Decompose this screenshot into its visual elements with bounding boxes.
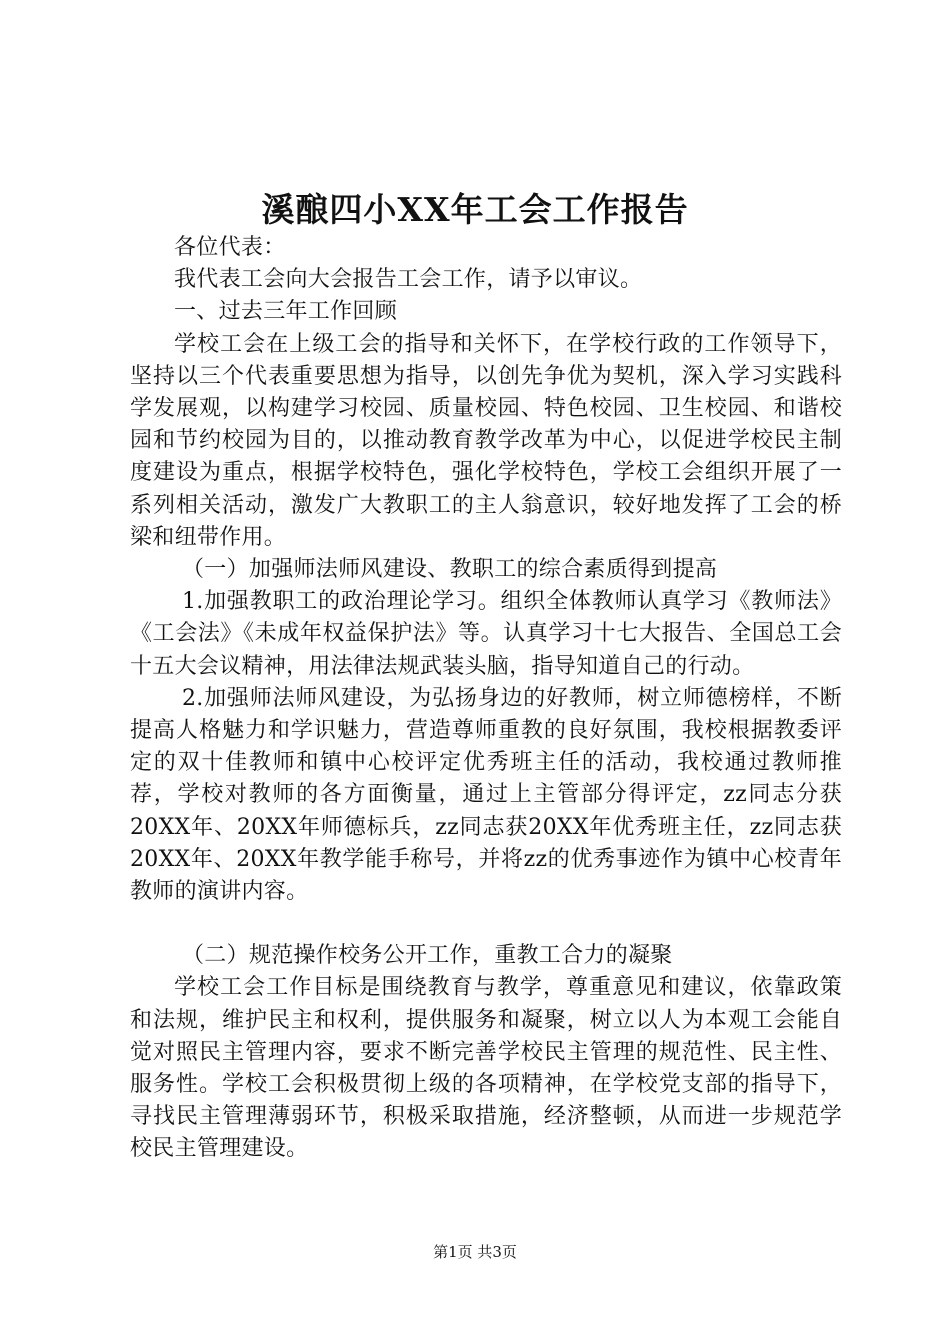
subsection-heading: （一）加强师法师风建设、教职工的综合素质得到提高 (182, 557, 718, 583)
document-title: 溪酿四小XX年工会工作报告 (261, 190, 689, 229)
body-paragraph: 学校工会在上级工会的指导和关怀下，在学校行政的工作领导下，坚持以三个代表重要思想为指导，以创先争优为契机，深入学习实践科学发展观，以构建学习校园、质量校园、特色校园、卫生校园、和谐校园和节约校园为目的，以推动教育教学改革为中心，以促进学校民主制度建设为重点，根据学校特色，强化学校特色，学校工会组织开展了一系列相关活动，激发广大教职工的主人翁意识，较好地发挥了工会的桥梁和纽带作用。 (130, 331, 842, 550)
opening-paragraph: 我代表工会向大会报告工会工作，请予以审议。 (174, 267, 643, 293)
page-number-footer: 第1页 共3页 (433, 1243, 517, 1261)
salutation: 各位代表： (174, 235, 286, 260)
numbered-paragraph: 2.加强师法师风建设，为弘扬身边的好教师，树立师德榜样，不断提高人格魅力和学识魅力，营造尊师重教的良好氛围，我校根据教委评定的双十佳教师和镇中心校评定优秀班主任的活动，我校通过教师推荐，学校对教师的各方面衡量，通过上主管部分得评定，zz同志分获20XX年、20XX年师德标兵，zz同志获20XX年优秀班主任，zz同志获20XX年、20XX年教学能手称号，并将zz的优秀事迹作为镇中心校青年教师的演讲内容。 (130, 685, 842, 905)
body-paragraph: 学校工会工作目标是围绕教育与教学，尊重意见和建议，依靠政策和法规，维护民主和权利，提供服务和凝聚，树立以人为本观工会能自觉对照民主管理内容，要求不断完善学校民主管理的规范性、民主性、服务性。学校工会积极贯彻上级的各项精神，在学校党支部的指导下，寻找民主管理薄弱环节，积极采取措施，经济整顿，从而进一步规范学校民主管理建设。 (130, 975, 842, 1162)
document-body (130, 232, 842, 1166)
section-heading: 一、过去三年工作回顾 (174, 299, 398, 325)
numbered-paragraph: 1.加强教职工的政治理论学习。组织全体教师认真学习《教师法》《工会法》《未成年权益保护法》等。认真学习十七大报告、全国总工会十五大会议精神，用法律法规武装头脑，指导知道自己的行动。 (130, 589, 842, 679)
subsection-heading: （二）规范操作校务公开工作，重教工合力的凝聚 (182, 943, 673, 969)
paragraph-gap (130, 908, 842, 940)
